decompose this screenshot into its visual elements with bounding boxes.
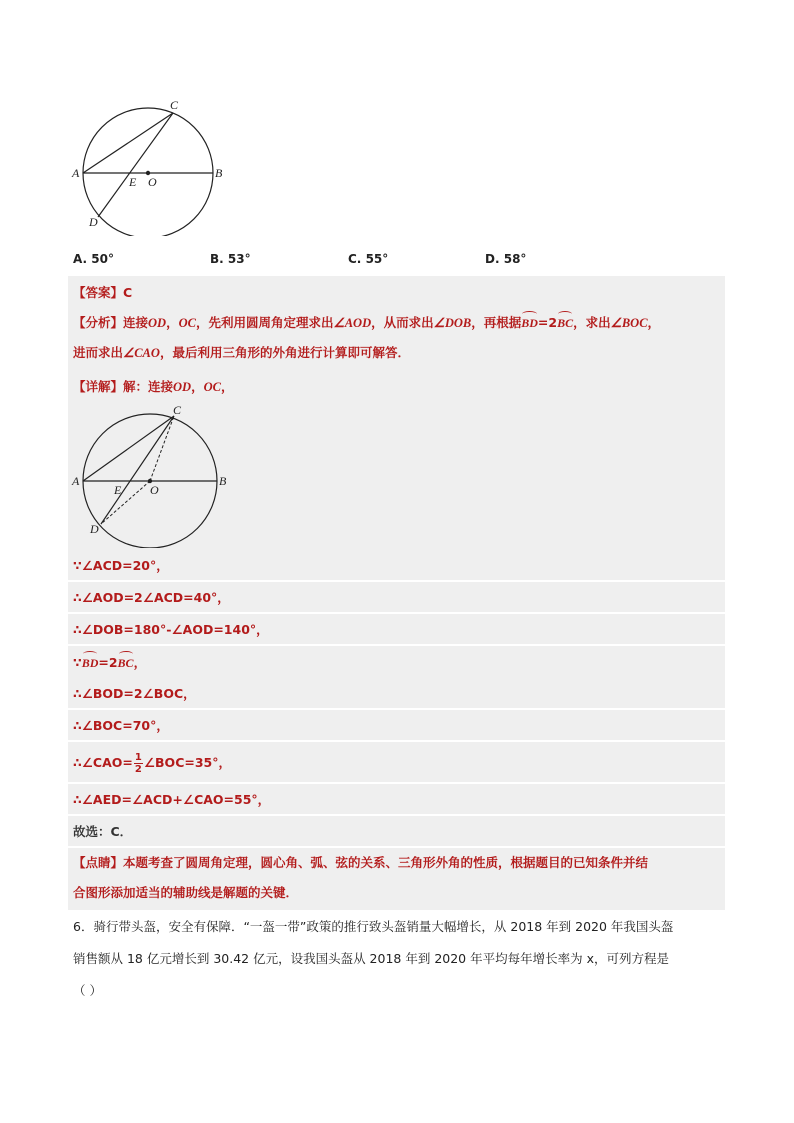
analysis-line-2: 进而求出∠CAO，最后利用三角形的外角进行计算即可解答．: [73, 345, 410, 360]
label-d: D: [90, 522, 99, 536]
label-e: E: [114, 483, 122, 497]
step-4: ∵BD=2BC，: [73, 655, 147, 670]
question6-line-2: 销售额从 18 亿元增长到 30.42 亿元，设我国头盔从 2018 年到 2020 年平均每年增长率为 x，可列方程是: [73, 951, 669, 966]
detail-line: 【详解】解：连接OD，OC，: [73, 379, 234, 394]
segment-oc-dashed: [150, 416, 174, 481]
step-1: ∵∠ACD=20°，: [73, 558, 169, 573]
label-o: O: [150, 483, 159, 497]
step-8: ∴∠AED=∠ACD+∠CAO=55°，: [73, 792, 271, 807]
arc-bd: BD: [521, 316, 538, 330]
arc-bc: BC: [117, 656, 134, 670]
comment-tag: 【点睛】: [73, 855, 124, 870]
chord-ac: [83, 416, 174, 481]
option-d: D. 58°: [485, 252, 527, 266]
analysis-tag: 【分析】: [73, 315, 124, 330]
label-a: A: [72, 166, 80, 180]
answer-line: [73, 284, 132, 302]
analysis-line-1: 【分析】连接OD，OC，先利用圆周角定理求出∠AOD，从而求出∠DOB，再根据BD=2BC，求出∠BOC，: [73, 315, 661, 330]
figure-circle-2: [68, 402, 238, 548]
option-c: C. 55°: [348, 252, 389, 266]
step4-band: [68, 646, 725, 678]
chord-cd: [101, 416, 174, 524]
label-c: C: [173, 403, 182, 417]
fraction-half: $\frac{1}{2}$: [134, 752, 142, 775]
detail-tag: 【详解】: [73, 379, 124, 394]
answer-band: [68, 276, 725, 312]
arc-bc: BC: [557, 316, 574, 330]
step-2: ∴∠AOD=2∠ACD=40°，: [73, 590, 230, 605]
label-c: C: [170, 98, 179, 112]
chord-cd: [98, 113, 173, 217]
chord-ac: [83, 113, 173, 173]
step-7: ∴∠CAO= $\frac{1}{2}$ ∠BOC=35°，: [73, 752, 231, 775]
choice-band: [68, 816, 725, 846]
label-b: B: [215, 166, 223, 180]
answer-value: C: [123, 285, 133, 300]
arc-bd: BD: [81, 656, 99, 670]
option-a: A. 50°: [73, 252, 114, 266]
label-b: B: [219, 474, 227, 488]
answer-tag: 【答案】: [73, 285, 124, 300]
question6-line-1: 6．骑行带头盔，安全有保障．“一盔一带”政策的推行致头盔销量大幅增长，从 2018 年到 2020 年我国头盔: [73, 919, 674, 934]
label-o: O: [148, 175, 157, 189]
step-6: ∴∠BOC=70°，: [73, 718, 169, 733]
label-e: E: [129, 175, 137, 189]
comment-line-1: 【点睛】本题考查了圆周角定理，圆心角、弧、弦的关系、三角形外角的性质，根据题目的已知条件并结: [73, 855, 649, 870]
answer-options: [73, 252, 673, 268]
label-d: D: [89, 215, 98, 229]
label-a: A: [72, 474, 80, 488]
step-3: ∴∠DOB=180°-∠AOD=140°，: [73, 622, 269, 637]
choice-line: 故选：C．: [73, 824, 133, 839]
figure-circle-1: [68, 96, 238, 236]
comment-line-2: 合图形添加适当的辅助线是解题的关键．: [73, 885, 299, 900]
question6-line-3: （ ）: [73, 983, 102, 998]
option-b: B. 53°: [210, 252, 251, 266]
step-5: ∴∠BOD=2∠BOC，: [73, 686, 196, 701]
